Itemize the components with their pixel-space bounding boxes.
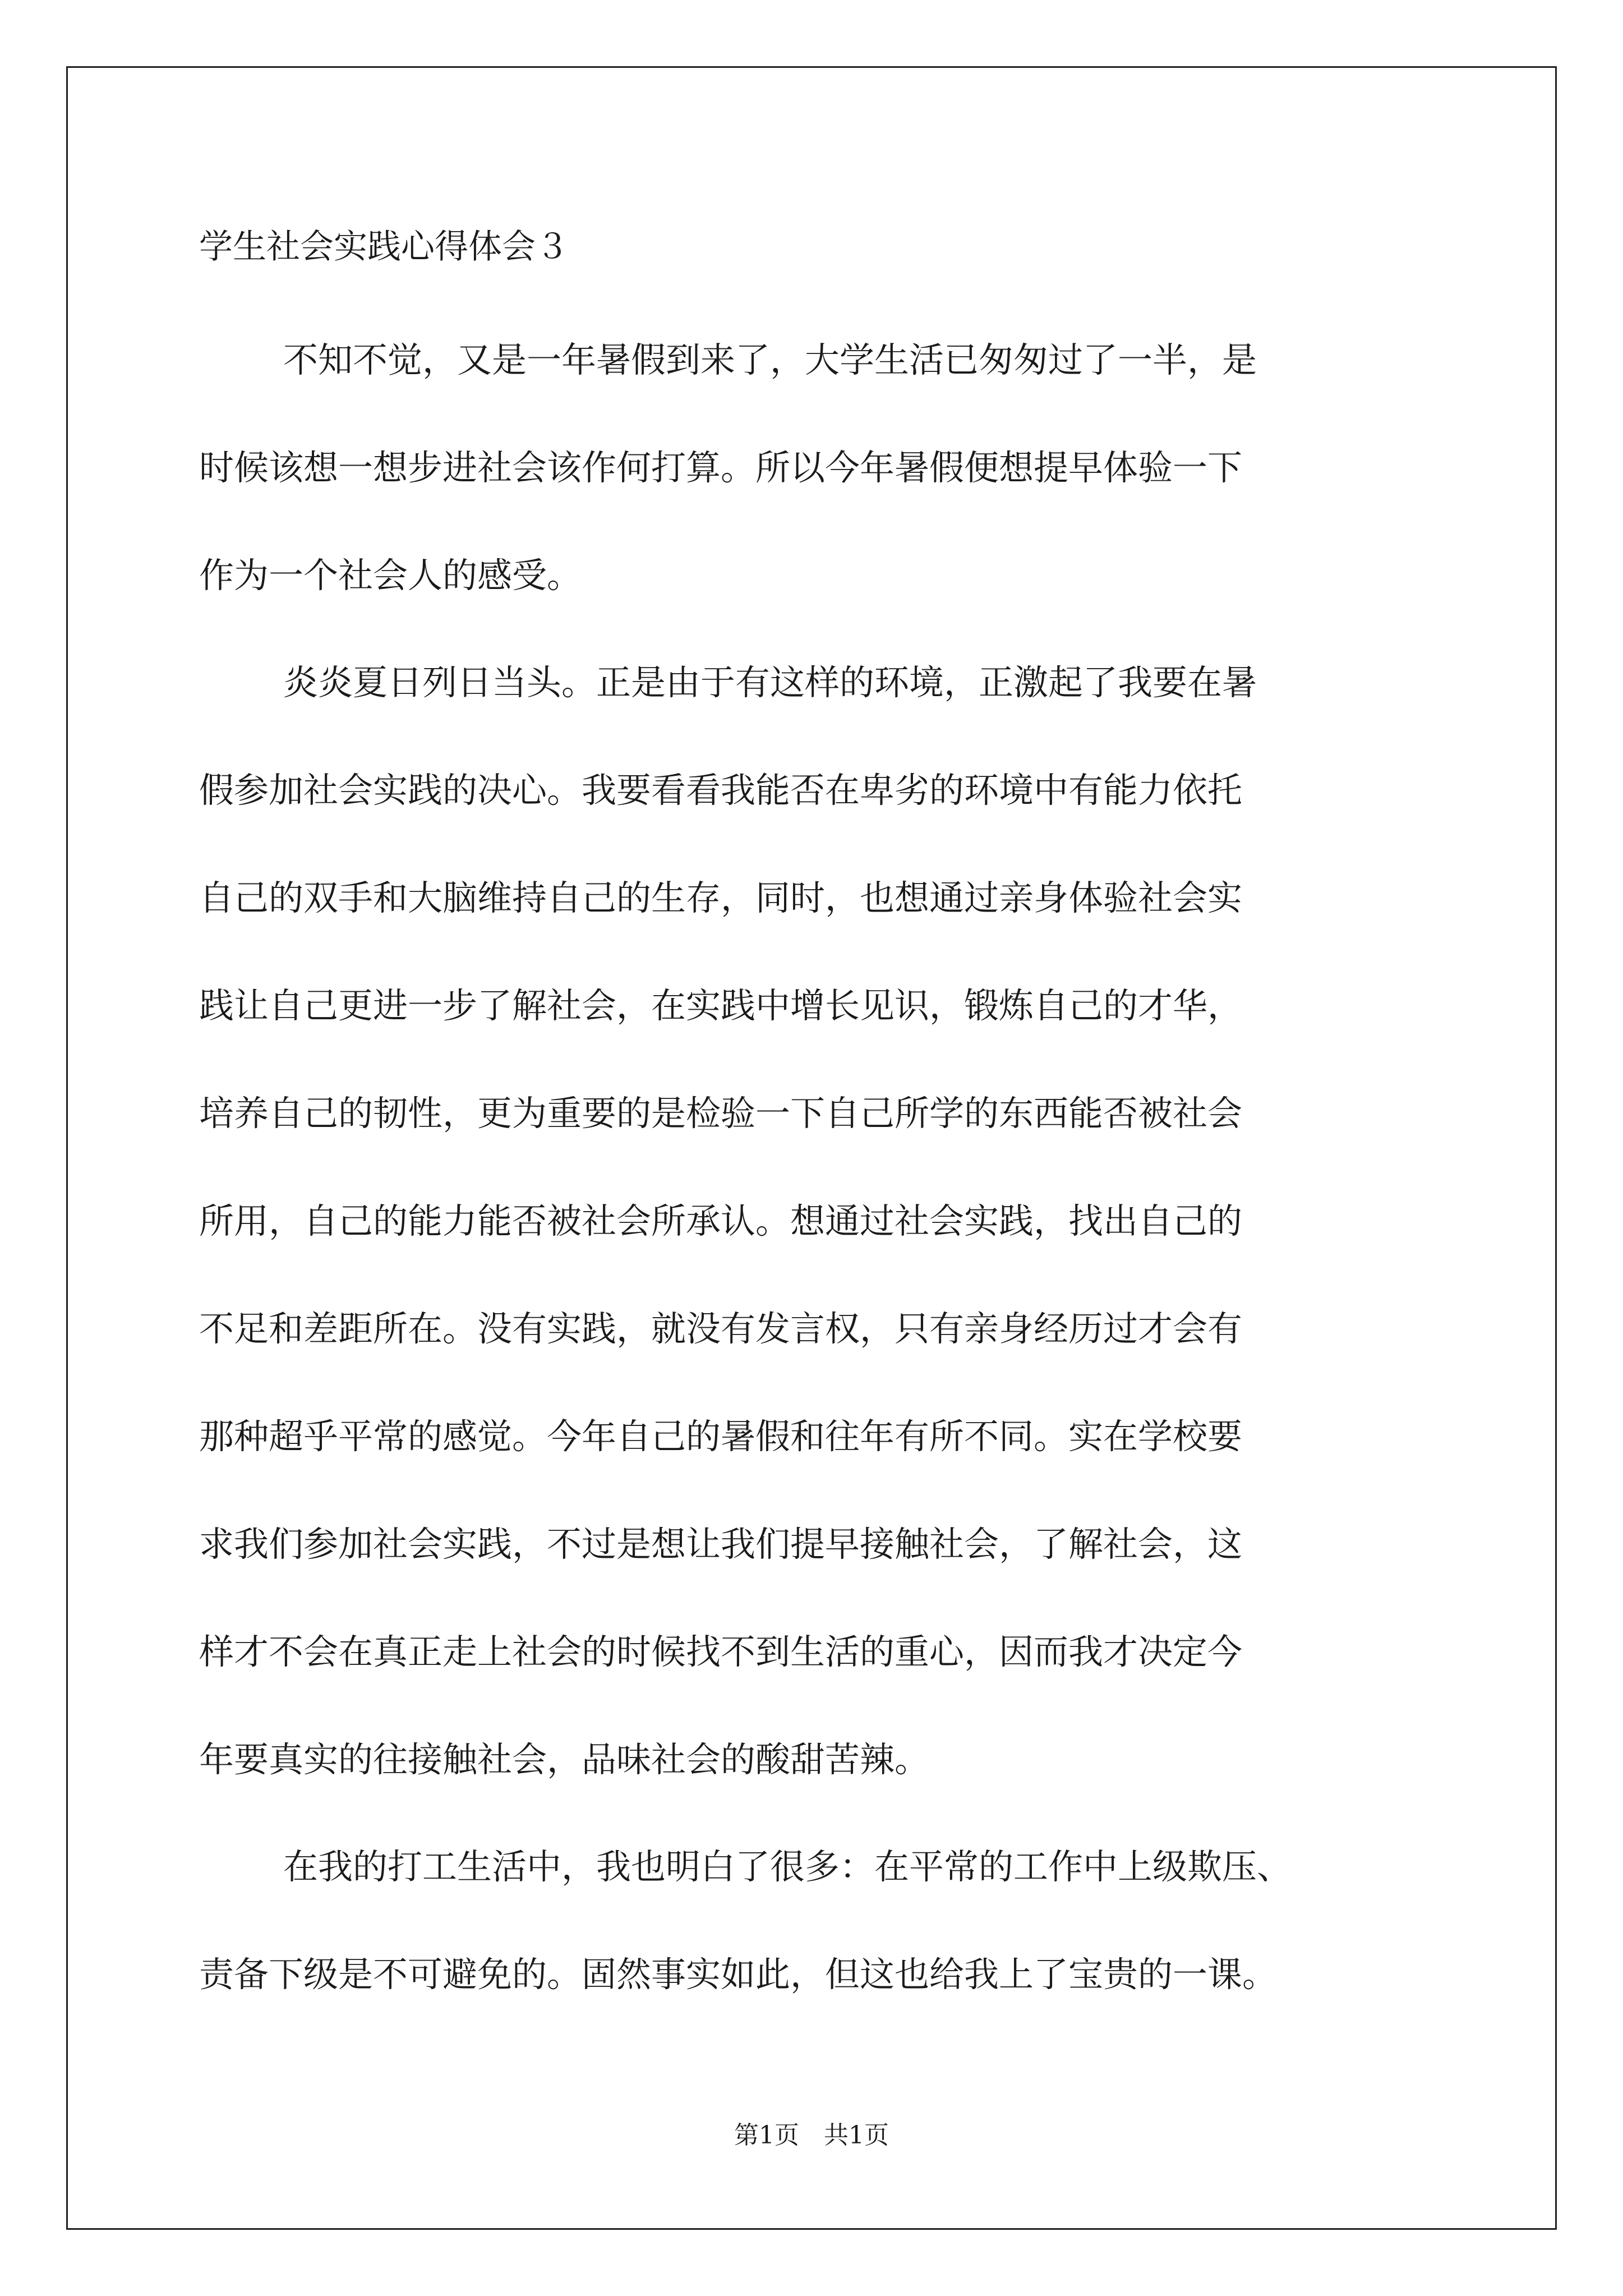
paragraph-2-line-5: 培养自己的韧性，更为重要的是检验一下自己所学的东西能否被社会	[199, 1093, 1243, 1134]
paragraph-1-line-3: 作为一个社会人的感受。	[199, 555, 582, 596]
paragraph-2-line-2: 假参加社会实践的决心。我要看看我能否在卑劣的环境中有能力依托	[199, 770, 1243, 811]
paragraph-2-line-6: 所用，自己的能力能否被社会所承认。想通过社会实践，找出自己的	[199, 1200, 1243, 1241]
paragraph-2-line-4: 践让自己更进一步了解社会，在实践中增长见识，锻炼自己的才华，	[199, 985, 1243, 1026]
paragraph-2-line-7: 不足和差距所在。没有实践，就没有发言权，只有亲身经历过才会有	[199, 1308, 1243, 1349]
paragraph-1-line-1: 不知不觉，又是一年暑假到来了，大学生活已匆匆过了一半，是	[283, 339, 1257, 380]
document-title: 学生社会实践心得体会３	[199, 227, 569, 266]
page-border	[66, 66, 1557, 2230]
page-number-footer: 第1页 共1页	[734, 2121, 889, 2150]
paragraph-3-line-1: 在我的打工生活中，我也明白了很多：在平常的工作中上级欺压、	[283, 1846, 1292, 1887]
paragraph-2-line-1: 炎炎夏日列日当头。正是由于有这样的环境，正激起了我要在暑	[283, 662, 1257, 703]
paragraph-2-line-3: 自己的双手和大脑维持自己的生存，同时，也想通过亲身体验社会实	[199, 877, 1243, 918]
paragraph-2-line-9: 求我们参加社会实践，不过是想让我们提早接触社会，了解社会，这	[199, 1524, 1243, 1565]
paragraph-2-line-8: 那种超乎平常的感觉。今年自己的暑假和往年有所不同。实在学校要	[199, 1416, 1243, 1457]
paragraph-2-line-11: 年要真实的往接触社会，品味社会的酸甜苦辣。	[199, 1739, 930, 1780]
paragraph-2-line-10: 样才不会在真正走上社会的时候找不到生活的重心，因而我才决定今	[199, 1631, 1243, 1672]
paragraph-1-line-2: 时候该想一想步进社会该作何打算。所以今年暑假便想提早体验一下	[199, 447, 1243, 488]
paragraph-3-line-2: 责备下级是不可避免的。固然事实如此，但这也给我上了宝贵的一课。	[199, 1954, 1278, 1995]
